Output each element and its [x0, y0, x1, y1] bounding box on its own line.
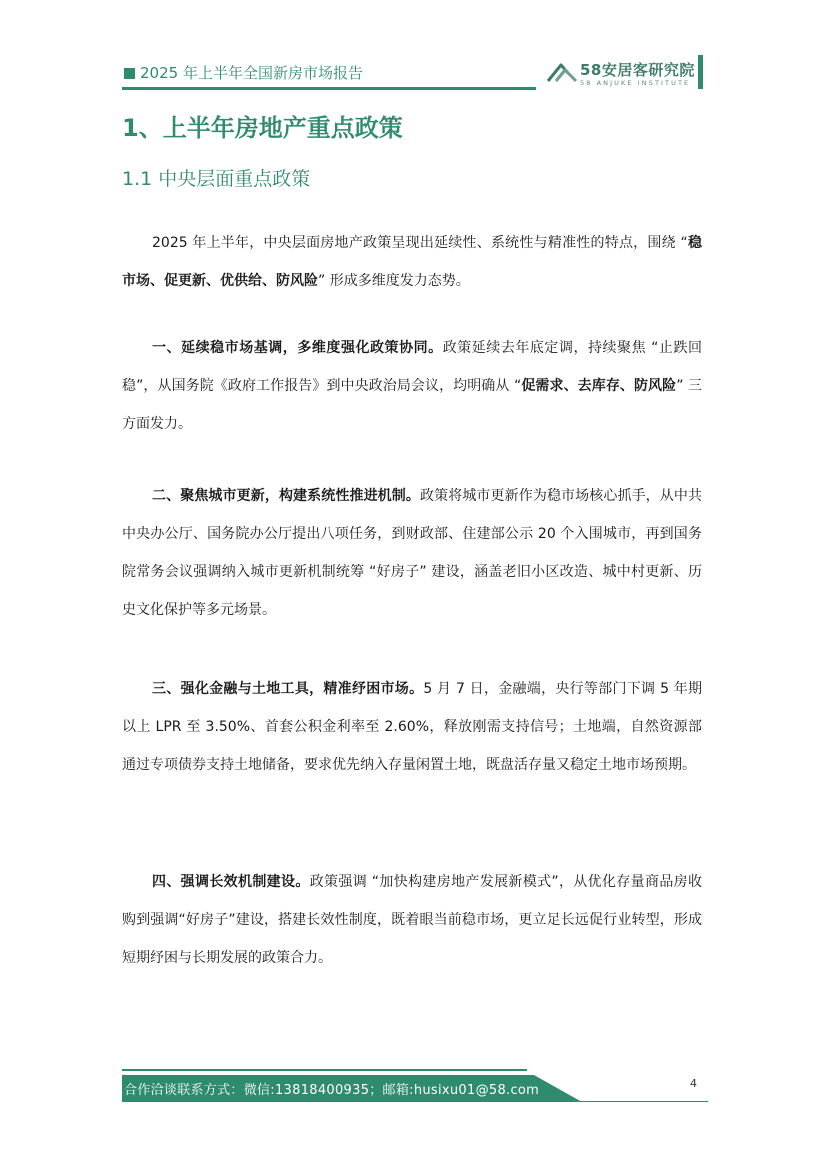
intro-paragraph — [122, 224, 702, 300]
policy-3-heading: 三、强化金融与土地工具，精准纾困市场。 — [152, 681, 424, 697]
footer-contact: 合作洽谈联系方式：微信:13818400935；邮箱:husixu01@58.com — [124, 1083, 540, 1098]
policy-2-heading: 二、聚焦城市更新，构建系统性推进机制。 — [152, 488, 420, 504]
header-accent-bar — [698, 55, 703, 89]
logo-text: 58安居客研究院 — [580, 61, 695, 79]
section-heading: 1、上半年房地产重点政策 — [122, 114, 403, 142]
policy-4-text: 政策强调 “加快构建房地产发展新模式”，从优化存量商品房收购到强调“好房子”建设，搭建长效性制度，既着眼当前稳市场，更立足长远促行业转型，形成短期纾困与长期发展的政策合力。 — [122, 874, 702, 966]
policy-1-tail: ” 三方面发力。 — [122, 378, 703, 432]
intro-tail: ” 形成多维度发力态势。 — [318, 273, 470, 289]
policy-1-text: 政策延续去年底定调，持续聚焦 “止跌回稳”，从国务院《政府工作报告》到中央政治局会议，均明确从 “ — [122, 340, 703, 394]
policy-3-text: 5 月 7 日，金融端，央行等部门下调 5 年期以上 LPR 至 3.50%、首套公积金利率至 2.60%，释放刚需支持信号；土地端，自然资源部通过专项债券支持土地储备，要求优先纳入存量闲置土地，既盘活存量又稳定土地市场预期。 — [122, 681, 702, 773]
header-square-icon — [124, 68, 135, 79]
policy-4-heading: 四、强调长效机制建设。 — [152, 874, 310, 890]
policy-paragraph-4 — [122, 863, 702, 977]
report-title: 2025 年上半年全国新房市场报告 — [140, 64, 363, 82]
footer-rule — [122, 1101, 708, 1102]
policy-2-text: 政策将城市更新作为稳市场核心抓手，从中共中央办公厅、国务院办公厅提出八项任务，到财政部、住建部公示 20 个入围城市，再到国务院常务会议强调纳入城市更新机制统筹 “好房子” 建设，涵盖老旧小区改造、城中村更新、历史文化保护等多元场景。 — [122, 488, 702, 618]
policy-paragraph-1 — [122, 329, 702, 443]
footer-top-rule — [122, 1069, 527, 1071]
house-logo-icon — [546, 59, 580, 85]
subsection-heading: 1.1 中央层面重点政策 — [122, 168, 311, 190]
policy-1-bold: 促需求、去库存、防风险 — [521, 378, 677, 394]
logo-subtext: 58 ANJUKE INSTITUTE — [580, 79, 691, 87]
policy-paragraph-2 — [122, 477, 702, 629]
policy-1-heading: 一、延续稳市场基调，多维度强化政策协同。 — [152, 340, 443, 356]
page-number: 4 — [690, 1077, 697, 1090]
institute-logo — [546, 57, 696, 93]
policy-paragraph-3 — [122, 670, 702, 784]
intro-text: 2025 年上半年，中央层面房地产政策呈现出延续性、系统性与精准性的特点，围绕 “ — [152, 235, 688, 251]
header-rule — [122, 87, 536, 90]
intro-bold: 稳市场、促更新、优供给、防风险 — [122, 235, 703, 289]
